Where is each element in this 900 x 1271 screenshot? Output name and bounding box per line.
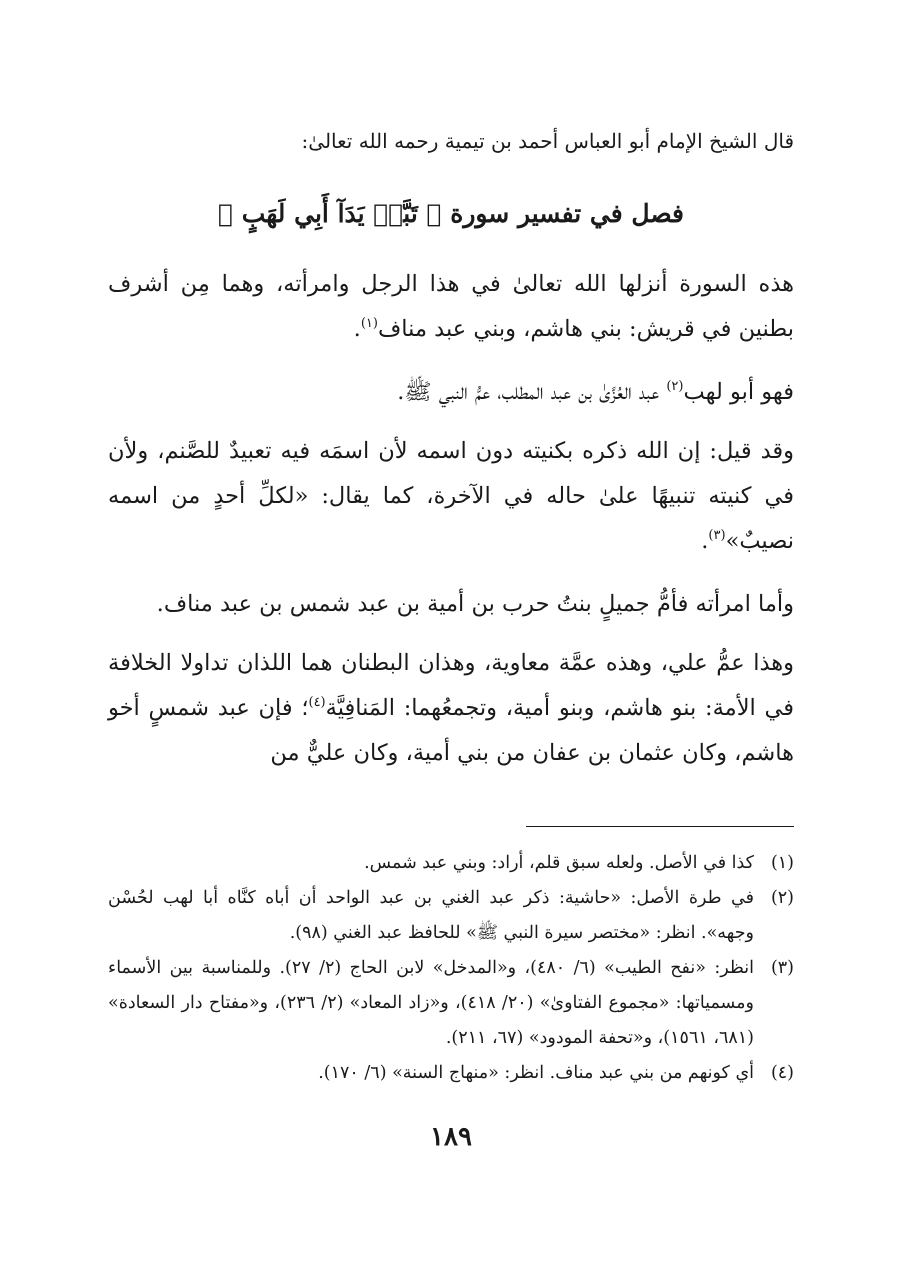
- footnote-divider: [526, 826, 794, 827]
- footnote-number: (٢): [770, 888, 794, 908]
- footnote-ref: (٤): [308, 695, 326, 710]
- footnote-number: (٤): [770, 1063, 794, 1083]
- footnote-text: في طرة الأصل: «حاشية: ذكر عبد الغني بن عبد الواحد أن أباه كنَّاه أبا لهب لحُسْن وجهه». انظر: «مختصر سيرة النبي ﷺ» للحافظ عبد الغني (٩٨).: [108, 888, 754, 943]
- footnote-number: (٣): [770, 958, 794, 978]
- paragraph: [108, 370, 794, 415]
- footnote-text: كذا في الأصل. ولعله سبق قلم، أراد: وبني عبد شمس.: [364, 853, 754, 873]
- footnote-ref: (١): [360, 316, 378, 331]
- footnote: [108, 881, 794, 951]
- footnote-number: (١): [770, 853, 794, 873]
- paragraph-text: وهذا عمُّ علي، وهذه عمَّة معاوية، وهذان البطنان هما اللذان تداولا الخلافة في الأمة: بنو هاشم، وبنو أمية، وتجمعُهما: المَنافِيَّة: [108, 650, 795, 721]
- paragraph: [108, 582, 794, 627]
- paragraph-text: وأما امرأته فأمُّ جميلٍ بنتُ حرب بن أمية بن عبد شمس بن عبد مناف.: [156, 591, 794, 617]
- footnote: [108, 951, 794, 1056]
- footnote: [108, 846, 794, 881]
- paragraph-text: هذه السورة أنزلها الله تعالىٰ في هذا الرجل وامرأته، وهما مِن أشرف بطنين في قريش: بني هاشم، وبني عبد مناف: [108, 271, 794, 342]
- paragraph-tail: عبد العُزَّىٰ بن عبد المطلب، عمُّ النبي ﷺ.: [397, 379, 667, 405]
- footnotes: [108, 846, 794, 1091]
- paragraph-text: فهو أبو لهب: [683, 379, 794, 405]
- paragraph-tail: .: [701, 528, 709, 554]
- footnote-text: أي كونهم من بني عبد مناف. انظر: «منهاج السنة» (٦/ ١٧٠).: [318, 1063, 754, 1083]
- book-page: [108, 0, 794, 1271]
- paragraph-tail: ؛ فإن عبد شمسٍ أخو هاشم، وكان عثمان بن عفان من بني أمية، وكان عليٌّ من: [108, 695, 794, 766]
- footnote-text: انظر: «نفح الطيب» (٦/ ٤٨٠)، و«المدخل» لابن الحاج (٢/ ٢٧). وللمناسبة بين الأسماء ومسمياتها: «مجموع الفتاوىٰ» (٢٠/ ٤١٨)، و«زاد المعاد» (٢/ ٢٣٦)، و«مفتاح دار السعادة» (٦٨١، ١٥٦١)، و«تحفة المودود» (٦٧، ٢١١).: [108, 958, 755, 1048]
- section-heading: فصل في تفسير سورة ﴿ تَبَّتۡ يَدَآ أَبِي لَهَبٍ ﴾: [218, 199, 684, 228]
- footnote-ref: (٣): [708, 528, 726, 543]
- footnote-ref: (٢): [666, 379, 684, 394]
- paragraph: [108, 641, 794, 776]
- footnote: [108, 1056, 794, 1091]
- main-text: [108, 262, 794, 794]
- intro-line: قال الشيخ الإمام أبو العباس أحمد بن تيمية رحمه الله تعالىٰ:: [301, 129, 794, 153]
- paragraph: [108, 429, 794, 564]
- paragraph: [108, 262, 794, 352]
- paragraph-text: وقد قيل: إن الله ذكره بكنيته دون اسمه لأن اسمَه فيه تعبيدٌ للصَّنم، ولأن في كنيته تنبيهًا علىٰ حاله في الآخرة، كما يقال: «لكلِّ أحدٍ من اسمه نصيبٌ»: [108, 438, 794, 554]
- paragraph-tail: .: [353, 316, 361, 342]
- page-number: ١٨٩: [430, 1122, 472, 1152]
